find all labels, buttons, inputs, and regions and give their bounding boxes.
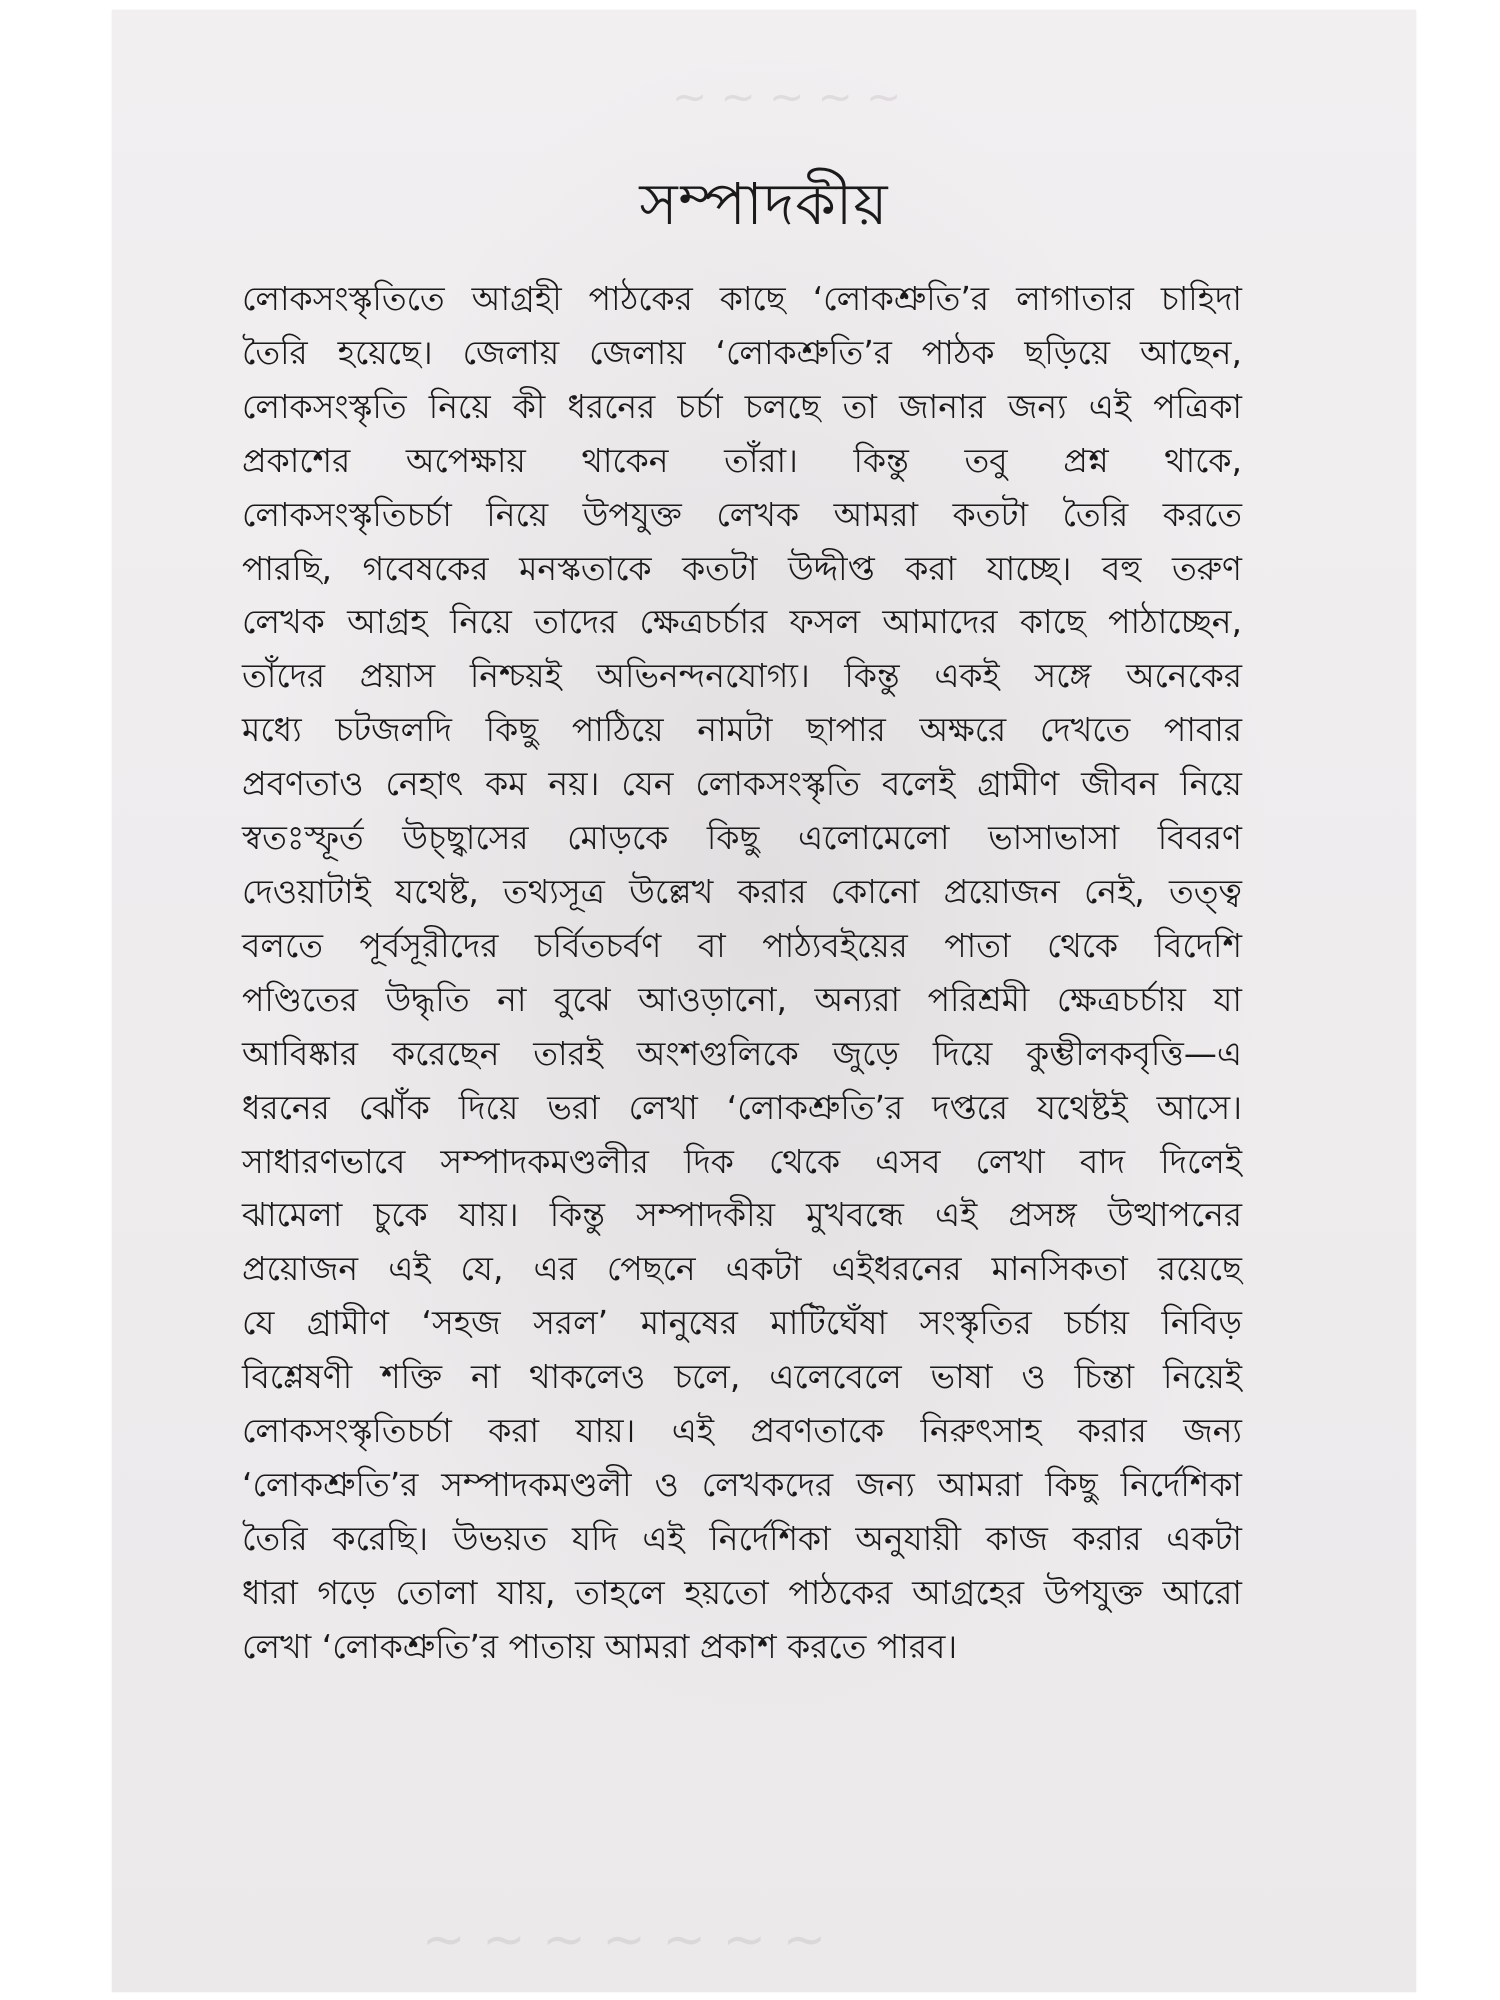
text-line: পারছি, গবেষকের মনস্কতাকে কতটা উদ্দীপ্ত করা যাচ্ছে। বহু তরুণ (242, 548, 1242, 588)
text-line: দেওয়াটাই যথেষ্ট, তথ্যসূত্র উল্লেখ করার কোনো প্রয়োজন নেই, তত্ত্ব (242, 871, 1242, 911)
text-line: লোকসংস্কৃতিচর্চা করা যায়। এই প্রবণতাকে নিরুৎসাহ করার জন্য (242, 1411, 1242, 1451)
text-line: বলতে পূর্বসূরীদের চর্বিতচর্বণ বা পাঠ্যবইয়ের পাতা থেকে বিদেশি (242, 925, 1242, 965)
text-line: ‘লোকশ্রুতি’র সম্পাদকমণ্ডলী ও লেখকদের জন্য আমরা কিছু নির্দেশিকা (242, 1464, 1242, 1504)
scanned-page (112, 10, 1416, 1992)
bleed-through-text: ~ ~ ~ ~ ~ ~ ~ (422, 1910, 827, 1970)
text-line: তৈরি হয়েছে। জেলায় জেলায় ‘লোকশ্রুতি’র পাঠক ছড়িয়ে আছেন, (242, 332, 1242, 372)
editorial-body (242, 272, 1242, 1674)
text-line: লোকসংস্কৃতি নিয়ে কী ধরনের চর্চা চলছে তা জানার জন্য এই পত্রিকা (242, 386, 1242, 426)
text-line: মধ্যে চটজলদি কিছু পাঠিয়ে নামটা ছাপার অক্ষরে দেখতে পাবার (242, 710, 1242, 750)
bleed-through-text: ~ ~ ~ ~ ~ (672, 72, 902, 121)
text-line: যে গ্রামীণ ‘সহজ সরল’ মানুষের মাটিঘেঁষা সংস্কৃতির চর্চায় নিবিড় (242, 1303, 1242, 1343)
text-line: তৈরি করেছি। উভয়ত যদি এই নির্দেশিকা অনুযায়ী কাজ করার একটা (242, 1518, 1242, 1558)
text-line: লোকসংস্কৃতিতে আগ্রহী পাঠকের কাছে ‘লোকশ্রুতি’র লাগাতার চাহিদা (242, 279, 1242, 318)
text-line: প্রকাশের অপেক্ষায় থাকেন তাঁরা। কিন্তু তবু প্রশ্ন থাকে, (242, 440, 1242, 480)
text-line: ঝামেলা চুকে যায়। কিন্তু সম্পাদকীয় মুখবন্ধে এই প্রসঙ্গ উত্থাপনের (242, 1195, 1242, 1235)
text-line: সাধারণভাবে সম্পাদকমণ্ডলীর দিক থেকে এসব লেখা বাদ দিলেই (242, 1141, 1242, 1181)
text-line: স্বতঃস্ফূর্ত উচ্ছ্বাসের মোড়কে কিছু এলোমেলো ভাসাভাসা বিবরণ (242, 818, 1242, 858)
text-line: ধরনের ঝোঁক দিয়ে ভরা লেখা ‘লোকশ্রুতি’র দপ্তরে যথেষ্টই আসে। (242, 1087, 1242, 1127)
text-line: লোকসংস্কৃতিচর্চা নিয়ে উপযুক্ত লেখক আমরা কতটা তৈরি করতে (242, 494, 1242, 534)
text-line: আবিষ্কার করেছেন তারই অংশগুলিকে জুড়ে দিয়ে কুম্ভীলকবৃত্তি—এ (242, 1033, 1242, 1073)
text-line: তাঁদের প্রয়াস নিশ্চয়ই অভিনন্দনযোগ্য। কিন্তু একই সঙ্গে অনেকের (242, 656, 1242, 696)
page-title: সম্পাদকীয় (639, 170, 889, 238)
text-line: ধারা গড়ে তোলা যায়, তাহলে হয়তো পাঠকের আগ্রহের উপযুক্ত আরো (242, 1572, 1242, 1612)
text-line: প্রবণতাও নেহাৎ কম নয়। যেন লোকসংস্কৃতি বলেই গ্রামীণ জীবন নিয়ে (242, 764, 1242, 804)
text-line: লেখা ‘লোকশ্রুতি’র পাতায় আমরা প্রকাশ করতে পারব। (242, 1626, 958, 1666)
text-line: বিশ্লেষণী শক্তি না থাকলেও চলে, এলেবেলে ভাষা ও চিন্তা নিয়েই (242, 1357, 1242, 1397)
text-line: পণ্ডিতের উদ্ধৃতি না বুঝে আওড়ানো, অন্যরা পরিশ্রমী ক্ষেত্রচর্চায় যা (242, 979, 1242, 1019)
text-line: প্রয়োজন এই যে, এর পেছনে একটা এইধরনের মানসিকতা রয়েছে (242, 1249, 1242, 1289)
text-line: লেখক আগ্রহ নিয়ে তাদের ক্ষেত্রচর্চার ফসল আমাদের কাছে পাঠাচ্ছেন, (242, 602, 1242, 642)
